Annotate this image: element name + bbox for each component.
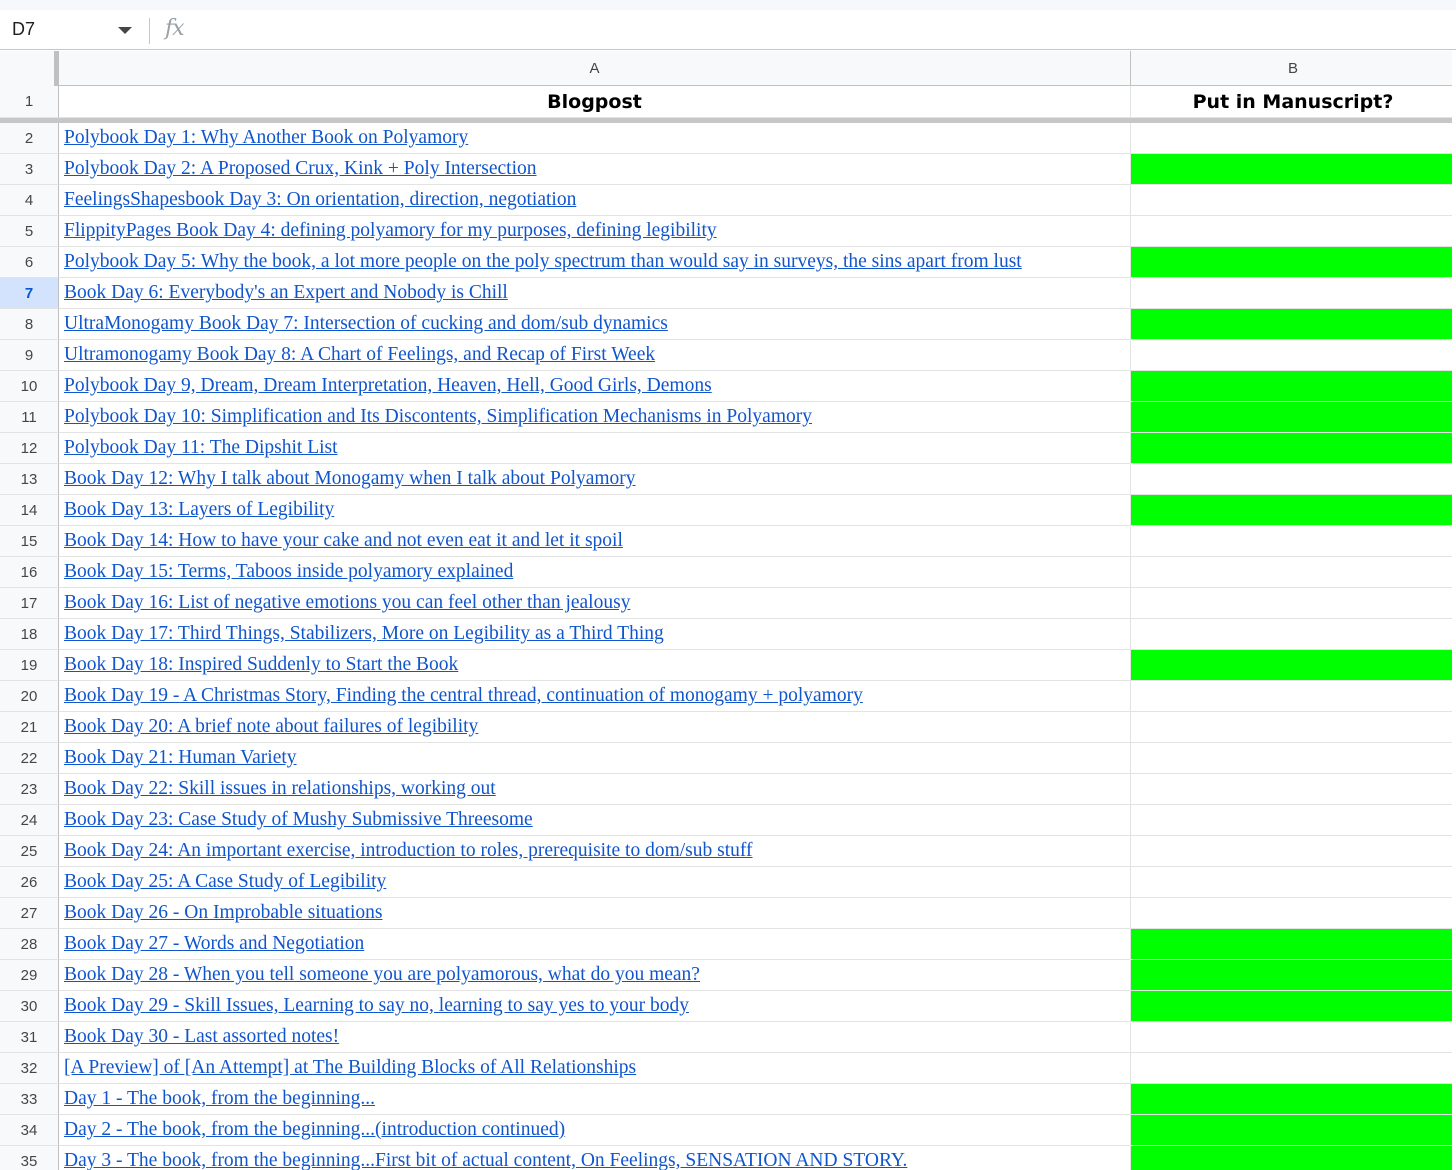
manuscript-cell[interactable] xyxy=(1131,774,1456,805)
manuscript-cell[interactable] xyxy=(1131,805,1456,836)
manuscript-cell-marked[interactable] xyxy=(1131,1146,1456,1170)
manuscript-cell[interactable] xyxy=(1131,1022,1456,1053)
manuscript-cell-marked[interactable] xyxy=(1131,309,1456,340)
select-all-corner[interactable] xyxy=(0,51,59,86)
manuscript-cell[interactable] xyxy=(1131,867,1456,898)
blogpost-cell[interactable] xyxy=(59,712,1131,743)
row-number[interactable]: 14 xyxy=(0,495,59,526)
blogpost-link[interactable]: FeelingsShapesbook Day 3: On orientation, direction, negotiation xyxy=(64,189,577,210)
blogpost-link[interactable]: Polybook Day 1: Why Another Book on Polyamory xyxy=(64,127,469,148)
manuscript-cell-marked[interactable] xyxy=(1131,402,1456,433)
blogpost-link[interactable]: Book Day 26 - On Improbable situations xyxy=(64,902,383,923)
blogpost-cell[interactable] xyxy=(59,898,1131,929)
blogpost-link[interactable]: Book Day 18: Inspired Suddenly to Start the Book xyxy=(64,654,459,675)
blogpost-cell[interactable] xyxy=(59,123,1131,154)
row-number[interactable]: 21 xyxy=(0,712,59,743)
blogpost-link[interactable]: Book Day 30 - Last assorted notes! xyxy=(64,1026,340,1047)
row-number[interactable]: 7 xyxy=(0,278,59,309)
row-number[interactable]: 26 xyxy=(0,867,59,898)
row-number[interactable]: 20 xyxy=(0,681,59,712)
blogpost-cell[interactable] xyxy=(59,960,1131,991)
row-number[interactable]: 18 xyxy=(0,619,59,650)
row-number[interactable]: 11 xyxy=(0,402,59,433)
blogpost-link[interactable]: FlippityPages Book Day 4: defining polyamory for my purposes, defining legibility xyxy=(64,220,717,241)
blogpost-cell[interactable] xyxy=(59,402,1131,433)
blogpost-link[interactable]: Book Day 19 - A Christmas Story, Finding the central thread, continuation of monogamy + polyamory xyxy=(64,685,863,706)
blogpost-link[interactable]: Book Day 20: A brief note about failures of legibility xyxy=(64,716,479,737)
blogpost-cell[interactable] xyxy=(59,1146,1131,1170)
cell-reference: D7 xyxy=(12,19,36,39)
blogpost-cell[interactable] xyxy=(59,433,1131,464)
manuscript-cell[interactable] xyxy=(1131,712,1456,743)
row-number[interactable]: 25 xyxy=(0,836,59,867)
manuscript-cell[interactable] xyxy=(1131,278,1456,309)
row-number[interactable]: 30 xyxy=(0,991,59,1022)
blogpost-cell[interactable] xyxy=(59,867,1131,898)
row-number[interactable]: 28 xyxy=(0,929,59,960)
blogpost-cell[interactable] xyxy=(59,929,1131,960)
blogpost-link[interactable]: Book Day 25: A Case Study of Legibility xyxy=(64,871,387,892)
manuscript-cell-marked[interactable] xyxy=(1131,1115,1456,1146)
manuscript-cell[interactable] xyxy=(1131,619,1456,650)
blogpost-link[interactable]: Book Day 22: Skill issues in relationships, working out xyxy=(64,778,496,799)
manuscript-cell[interactable] xyxy=(1131,681,1456,712)
manuscript-cell[interactable] xyxy=(1131,836,1456,867)
chevron-down-icon[interactable] xyxy=(118,27,132,34)
row-number[interactable]: 17 xyxy=(0,588,59,619)
row-number[interactable]: 19 xyxy=(0,650,59,681)
blogpost-cell[interactable] xyxy=(59,836,1131,867)
blogpost-cell[interactable] xyxy=(59,464,1131,495)
manuscript-cell[interactable] xyxy=(1131,123,1456,154)
blogpost-cell[interactable] xyxy=(59,526,1131,557)
manuscript-cell-marked[interactable] xyxy=(1131,371,1456,402)
manuscript-cell-marked[interactable] xyxy=(1131,1084,1456,1115)
row-number[interactable]: 33 xyxy=(0,1084,59,1115)
manuscript-cell[interactable] xyxy=(1131,743,1456,774)
blogpost-cell[interactable] xyxy=(59,340,1131,371)
blogpost-link[interactable]: Polybook Day 2: A Proposed Crux, Kink + Poly Intersection xyxy=(64,158,537,179)
blogpost-link[interactable]: Polybook Day 11: The Dipshit List xyxy=(64,437,338,458)
blogpost-cell[interactable] xyxy=(59,774,1131,805)
manuscript-cell-marked[interactable] xyxy=(1131,991,1456,1022)
blogpost-cell[interactable] xyxy=(59,650,1131,681)
blogpost-link[interactable]: [A Preview] of [An Attempt] at The Building Blocks of All Relationships xyxy=(64,1057,637,1078)
spreadsheet-grid[interactable] xyxy=(0,51,1456,1170)
blogpost-cell[interactable] xyxy=(59,1115,1131,1146)
manuscript-cell[interactable] xyxy=(1131,526,1456,557)
blogpost-link[interactable]: Book Day 15: Terms, Taboos inside polyamory explained xyxy=(64,561,514,582)
row-number[interactable]: 8 xyxy=(0,309,59,340)
row-number[interactable]: 24 xyxy=(0,805,59,836)
blogpost-link[interactable]: UltraMonogamy Book Day 7: Intersection of cucking and dom/sub dynamics xyxy=(64,313,668,334)
blogpost-link[interactable]: Book Day 23: Case Study of Mushy Submissive Threesome xyxy=(64,809,533,830)
row-number[interactable]: 32 xyxy=(0,1053,59,1084)
blogpost-link[interactable]: Day 3 - The book, from the beginning...First bit of actual content, On Feelings, SENSATION AND STORY. xyxy=(64,1150,908,1170)
blogpost-link[interactable]: Book Day 21: Human Variety xyxy=(64,747,297,768)
row-number[interactable]: 9 xyxy=(0,340,59,371)
blogpost-cell[interactable] xyxy=(59,216,1131,247)
blogpost-link[interactable]: Polybook Day 5: Why the book, a lot more people on the poly spectrum than would say in surveys, the sins apart from lust xyxy=(64,251,1022,272)
blogpost-link[interactable]: Book Day 12: Why I talk about Monogamy when I talk about Polyamory xyxy=(64,468,636,489)
manuscript-cell-marked[interactable] xyxy=(1131,154,1456,185)
blogpost-cell[interactable] xyxy=(59,309,1131,340)
blogpost-link[interactable]: Book Day 13: Layers of Legibility xyxy=(64,499,335,520)
row-number[interactable]: 22 xyxy=(0,743,59,774)
top-strip xyxy=(0,0,1456,10)
blogpost-link[interactable]: Book Day 16: List of negative emotions you can feel other than jealousy xyxy=(64,592,631,613)
row-number[interactable]: 16 xyxy=(0,557,59,588)
row-number[interactable]: 29 xyxy=(0,960,59,991)
row-number[interactable]: 5 xyxy=(0,216,59,247)
blogpost-cell[interactable] xyxy=(59,185,1131,216)
formula-bar-divider xyxy=(149,18,150,44)
row-number[interactable]: 3 xyxy=(0,154,59,185)
blogpost-link[interactable]: Book Day 14: How to have your cake and not even eat it and let it spoil xyxy=(64,530,623,551)
manuscript-cell[interactable] xyxy=(1131,557,1456,588)
formula-bar xyxy=(0,10,1456,50)
row-number-1[interactable]: 1 xyxy=(0,86,59,118)
blogpost-link[interactable]: Ultramonogamy Book Day 8: A Chart of Feelings, and Recap of First Week xyxy=(64,344,656,365)
row-number[interactable]: 2 xyxy=(0,123,59,154)
row-number[interactable]: 4 xyxy=(0,185,59,216)
manuscript-cell[interactable] xyxy=(1131,464,1456,495)
blogpost-cell[interactable] xyxy=(59,371,1131,402)
row-number[interactable]: 6 xyxy=(0,247,59,278)
blogpost-cell[interactable] xyxy=(59,743,1131,774)
manuscript-cell[interactable] xyxy=(1131,1053,1456,1084)
row-number[interactable]: 10 xyxy=(0,371,59,402)
blogpost-cell[interactable] xyxy=(59,619,1131,650)
blogpost-cell[interactable] xyxy=(59,495,1131,526)
manuscript-cell-marked[interactable] xyxy=(1131,929,1456,960)
blogpost-cell[interactable] xyxy=(59,1084,1131,1115)
blogpost-cell[interactable] xyxy=(59,681,1131,712)
blogpost-cell[interactable] xyxy=(59,1053,1131,1084)
blogpost-cell[interactable] xyxy=(59,1022,1131,1053)
fx-icon: fx xyxy=(165,16,184,41)
blogpost-link[interactable]: Book Day 17: Third Things, Stabilizers, More on Legibility as a Third Thing xyxy=(64,623,664,644)
blogpost-link[interactable]: Book Day 6: Everybody's an Expert and Nobody is Chill xyxy=(64,282,508,303)
manuscript-cell[interactable] xyxy=(1131,185,1456,216)
blogpost-link[interactable]: Polybook Day 9, Dream, Dream Interpretation, Heaven, Hell, Good Girls, Demons xyxy=(64,375,712,396)
blogpost-cell[interactable] xyxy=(59,278,1131,309)
blogpost-link[interactable]: Polybook Day 10: Simplification and Its Discontents, Simplification Mechanisms in Polyamory xyxy=(64,406,812,427)
row-number[interactable]: 27 xyxy=(0,898,59,929)
manuscript-cell[interactable] xyxy=(1131,898,1456,929)
blogpost-link[interactable]: Book Day 24: An important exercise, introduction to roles, prerequisite to dom/sub stuff xyxy=(64,840,753,861)
manuscript-cell[interactable] xyxy=(1131,216,1456,247)
blogpost-link[interactable]: Book Day 29 - Skill Issues, Learning to say no, learning to say yes to your body xyxy=(64,995,689,1016)
row-number[interactable]: 13 xyxy=(0,464,59,495)
blogpost-cell[interactable] xyxy=(59,588,1131,619)
blogpost-link[interactable]: Day 1 - The book, from the beginning... xyxy=(64,1088,376,1109)
header-cell-put-in-manuscript[interactable]: Put in Manuscript? xyxy=(1131,86,1456,118)
blogpost-cell[interactable] xyxy=(59,991,1131,1022)
blogpost-cell[interactable] xyxy=(59,154,1131,185)
blogpost-cell[interactable] xyxy=(59,557,1131,588)
name-box[interactable] xyxy=(0,10,140,50)
column-header-b[interactable]: B xyxy=(1131,51,1456,86)
blogpost-cell[interactable] xyxy=(59,247,1131,278)
blogpost-link[interactable]: Book Day 28 - When you tell someone you are polyamorous, what do you mean? xyxy=(64,964,700,985)
blogpost-cell[interactable] xyxy=(59,805,1131,836)
blogpost-link[interactable]: Day 2 - The book, from the beginning...(introduction continued) xyxy=(64,1119,566,1140)
row-number[interactable]: 31 xyxy=(0,1022,59,1053)
blogpost-link[interactable]: Book Day 27 - Words and Negotiation xyxy=(64,933,365,954)
manuscript-cell[interactable] xyxy=(1131,340,1456,371)
manuscript-cell-marked[interactable] xyxy=(1131,433,1456,464)
manuscript-cell[interactable] xyxy=(1131,588,1456,619)
row-number[interactable]: 34 xyxy=(0,1115,59,1146)
manuscript-cell-marked[interactable] xyxy=(1131,960,1456,991)
row-number[interactable]: 12 xyxy=(0,433,59,464)
row-number[interactable]: 15 xyxy=(0,526,59,557)
row-number[interactable]: 23 xyxy=(0,774,59,805)
column-header-a[interactable]: A xyxy=(59,51,1131,86)
manuscript-cell-marked[interactable] xyxy=(1131,247,1456,278)
manuscript-cell-marked[interactable] xyxy=(1131,650,1456,681)
header-cell-blogpost[interactable]: Blogpost xyxy=(59,86,1131,118)
row-number[interactable]: 35 xyxy=(0,1146,59,1170)
grid-right-edge xyxy=(1452,51,1456,1170)
manuscript-cell-marked[interactable] xyxy=(1131,495,1456,526)
